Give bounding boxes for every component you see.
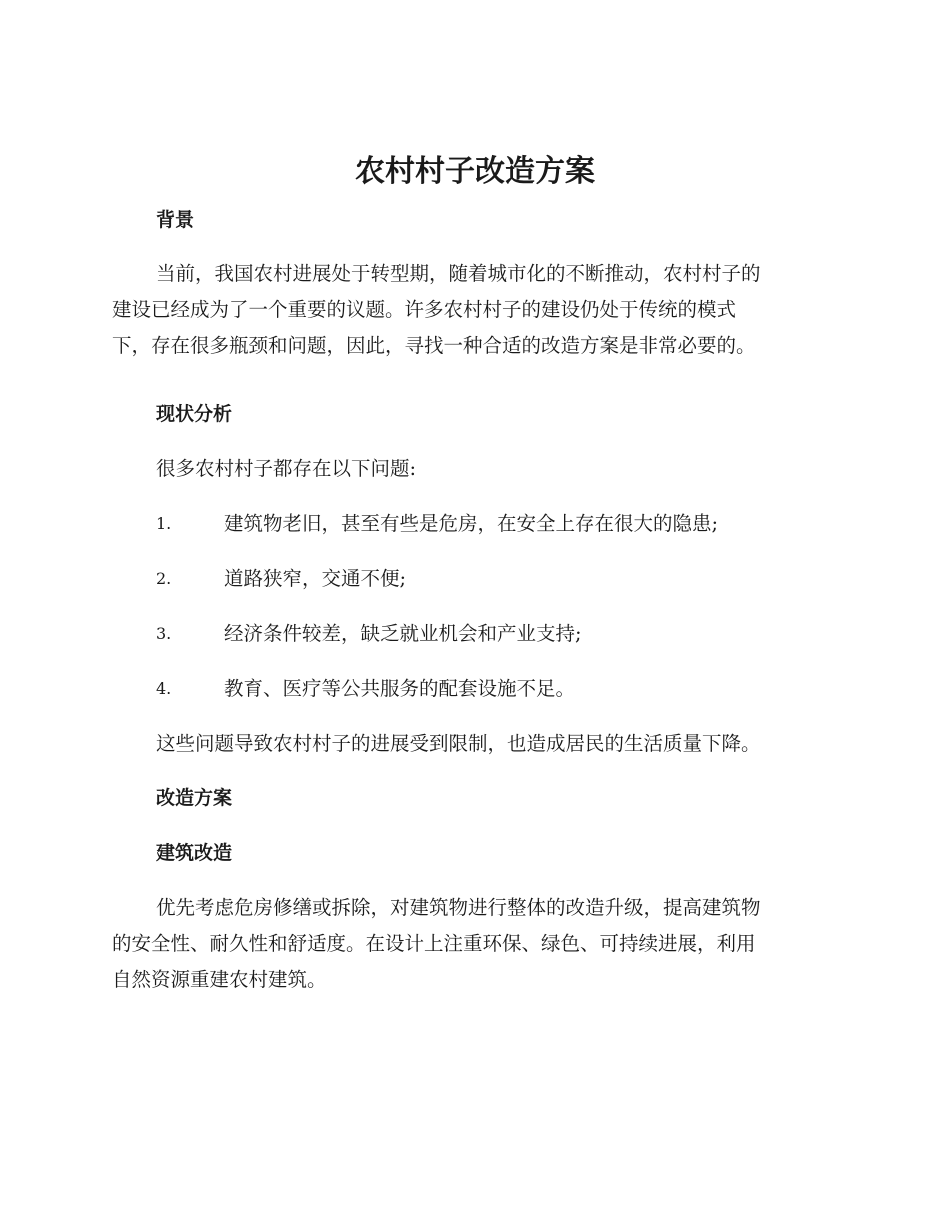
paragraph-line: 优先考虑危房修缮或拆除，对建筑物进行整体的改造升级，提高建筑物	[156, 896, 761, 919]
heading-analysis: 现状分析	[156, 403, 233, 425]
paragraph-line: 很多农村村子都存在以下问题:	[156, 457, 417, 480]
heading-background: 背景	[156, 209, 195, 231]
list-text: 建筑物老旧，甚至有些是危房，在安全上存在很大的隐患;	[224, 512, 719, 535]
building-renovation-paragraph	[112, 890, 834, 998]
paragraph-line: 下，存在很多瓶颈和问题，因此，寻找一种合适的改造方案是非常必要的。	[112, 334, 756, 357]
list-number: 3.	[156, 624, 172, 643]
background-paragraph	[112, 256, 834, 364]
document-title: 农村村子改造方案	[355, 154, 595, 189]
paragraph-line: 当前，我国农村进展处于转型期，随着城市化的不断推动，农村村子的	[156, 262, 761, 285]
paragraph-line: 的安全性、耐久性和舒适度。在设计上注重环保、绿色、可持续进展，利用	[112, 932, 756, 955]
list-number: 4.	[156, 679, 172, 698]
paragraph-line: 自然资源重建农村建筑。	[112, 968, 327, 991]
paragraph-line: 建设已经成为了一个重要的议题。许多农村村子的建设仍处于传统的模式	[112, 298, 737, 321]
analysis-intro	[112, 451, 834, 487]
list-text: 经济条件较差，缺乏就业机会和产业支持;	[224, 622, 582, 645]
list-number: 1.	[156, 514, 172, 533]
list-number: 2.	[156, 569, 172, 588]
list-text: 道路狭窄，交通不便;	[224, 567, 407, 590]
heading-building-renovation: 建筑改造	[156, 842, 233, 864]
list-text: 教育、医疗等公共服务的配套设施不足。	[224, 677, 576, 700]
analysis-conclusion	[112, 726, 834, 762]
paragraph-line: 这些问题导致农村村子的进展受到限制，也造成居民的生活质量下降。	[156, 732, 761, 755]
heading-plan: 改造方案	[156, 787, 233, 809]
